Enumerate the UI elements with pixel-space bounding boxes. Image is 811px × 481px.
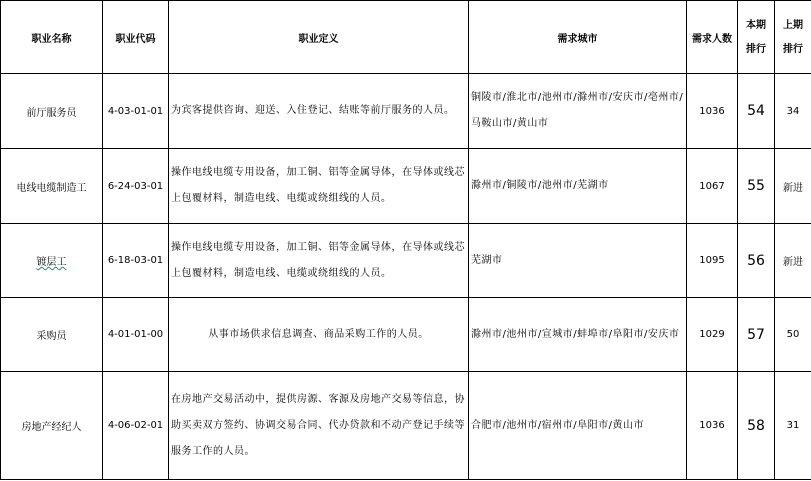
cell-cities: 合肥市/池州市/宿州市/阜阳市/黄山市 <box>469 372 687 480</box>
cell-rank-this: 58 <box>738 372 775 480</box>
cell-cities: 铜陵市/淮北市/池州市/滁州市/安庆市/亳州市/马鞍山市/黄山市 <box>469 74 687 149</box>
table-row <box>1 149 811 224</box>
cell-cities: 芜湖市 <box>469 224 687 298</box>
cell-code: 4-03-01-01 <box>103 74 169 149</box>
cell-definition: 在房地产交易活动中，提供房源、客源及房地产交易等信息，协助买卖双方签约、协调交易合同、代办贷款和不动产登记手续等服务工作的人员。 <box>169 372 469 480</box>
table-row <box>1 372 811 480</box>
cell-name: 镀层工 <box>1 224 103 298</box>
header-definition: 职业定义 <box>169 1 469 74</box>
cell-code: 4-01-01-00 <box>103 298 169 372</box>
cell-rank-last: 31 <box>775 372 811 480</box>
header-rank-this-line1: 本期 <box>746 20 766 31</box>
cell-rank-this: 54 <box>738 74 775 149</box>
cell-code: 4-06-02-01 <box>103 372 169 480</box>
cell-rank-this: 56 <box>738 224 775 298</box>
header-code: 职业代码 <box>103 1 169 74</box>
header-rank-last <box>775 1 811 74</box>
table-row <box>1 298 811 372</box>
header-name: 职业名称 <box>1 1 103 74</box>
cell-definition: 从事市场供求信息调查、商品采购工作的人员。 <box>169 298 469 372</box>
cell-rank-last: 50 <box>775 298 811 372</box>
cell-rank-this: 55 <box>738 149 775 224</box>
cell-demand: 1067 <box>687 149 738 224</box>
cell-demand: 1029 <box>687 298 738 372</box>
header-row <box>1 1 811 74</box>
cell-name: 房地产经纪人 <box>1 372 103 480</box>
cell-demand: 1095 <box>687 224 738 298</box>
cell-definition: 为宾客提供咨询、迎送、入住登记、结账等前厅服务的人员。 <box>169 74 469 149</box>
header-cities: 需求城市 <box>469 1 687 74</box>
cell-cities: 滁州市/铜陵市/池州市/芜湖市 <box>469 149 687 224</box>
header-rank-this <box>738 1 775 74</box>
header-rank-this-line2: 排行 <box>746 44 766 55</box>
header-rank-last-line2: 排行 <box>783 44 803 55</box>
cell-code: 6-18-03-01 <box>103 224 169 298</box>
table-row <box>1 74 811 149</box>
cell-cities: 滁州市/池州市/宣城市/蚌埠市/阜阳市/安庆市 <box>469 298 687 372</box>
cell-rank-this: 57 <box>738 298 775 372</box>
cell-definition: 操作电线电缆专用设备，加工铜、铝等金属导体，在导体或线芯上包覆材料，制造电线、电缆或绕组线的人员。 <box>169 224 469 298</box>
cell-rank-last: 新进 <box>775 149 811 224</box>
table-row <box>1 224 811 298</box>
header-demand: 需求人数 <box>687 1 738 74</box>
cell-name: 电线电缆制造工 <box>1 149 103 224</box>
cell-demand: 1036 <box>687 74 738 149</box>
cell-code: 6-24-03-01 <box>103 149 169 224</box>
cell-rank-last: 34 <box>775 74 811 149</box>
cell-definition: 操作电线电缆专用设备，加工铜、铝等金属导体，在导体或线芯上包覆材料，制造电线、电缆或绕组线的人员。 <box>169 149 469 224</box>
cell-name: 采购员 <box>1 298 103 372</box>
cell-rank-last: 新进 <box>775 224 811 298</box>
cell-name: 前厅服务员 <box>1 74 103 149</box>
header-rank-last-line1: 上期 <box>783 20 803 31</box>
cell-demand: 1036 <box>687 372 738 480</box>
